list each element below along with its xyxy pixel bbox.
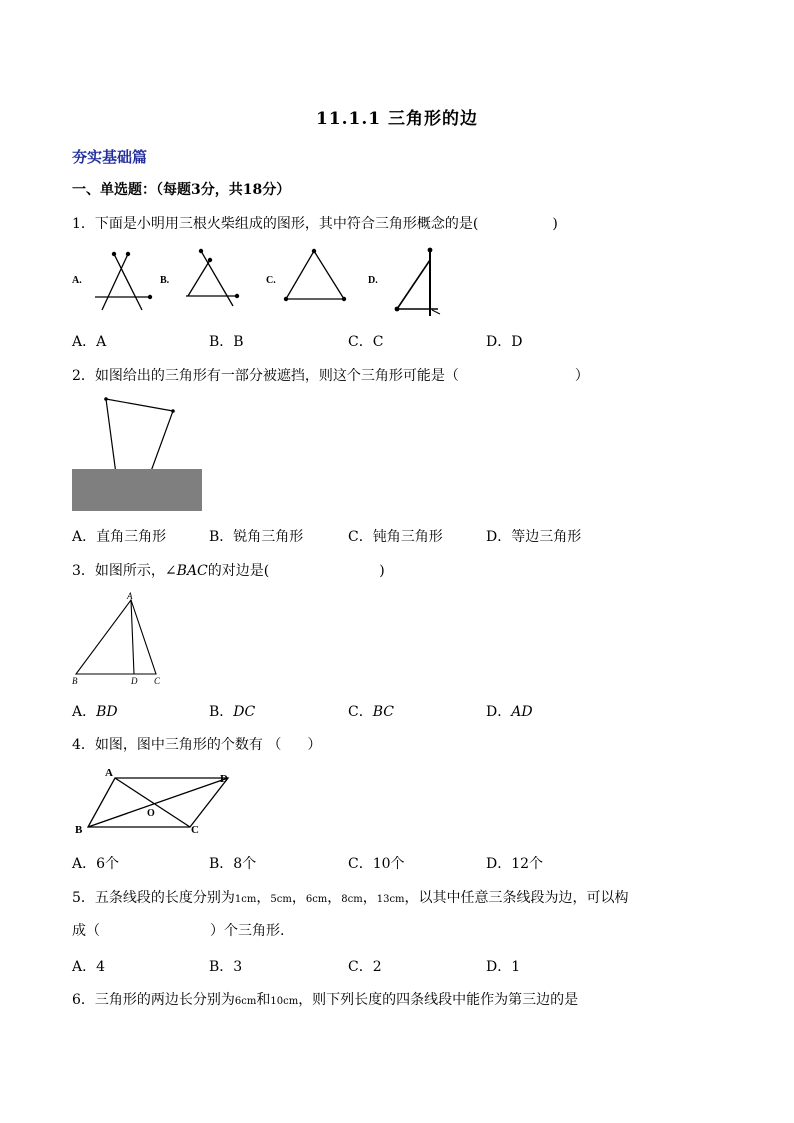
- side-a: 6cm: [234, 996, 257, 1007]
- length-1: 1cm: [234, 894, 257, 905]
- question-1: [72, 213, 558, 233]
- side-b: 10cm: [270, 996, 299, 1007]
- option-a[interactable]: A．直角三角形: [72, 529, 167, 545]
- option-d[interactable]: D．12个: [486, 856, 544, 872]
- option-d[interactable]: D．1: [486, 959, 521, 975]
- question-3-close: ): [379, 563, 385, 579]
- option-b[interactable]: B．B: [209, 334, 244, 350]
- point-label-d: D: [220, 773, 228, 785]
- length-4: 8cm: [341, 894, 363, 905]
- option-b[interactable]: B．DC: [209, 704, 256, 720]
- partial-triangle: [106, 399, 173, 474]
- question-1-close: ): [552, 216, 558, 232]
- question-1-figures: [70, 240, 450, 320]
- point-label-a: A: [105, 767, 113, 779]
- option-a[interactable]: A．4: [72, 959, 106, 975]
- length-2: 5cm: [270, 894, 292, 905]
- option-c[interactable]: C．2: [348, 959, 382, 975]
- option-d[interactable]: D．等边三角形: [486, 529, 582, 545]
- question-1-options: [72, 331, 672, 351]
- question-3: [72, 560, 385, 580]
- option-b[interactable]: B．3: [209, 959, 243, 975]
- question-5-options: [72, 956, 672, 976]
- section-heading: 夯实基础篇: [72, 148, 148, 166]
- fig-label-d: D.: [368, 275, 378, 286]
- option-c[interactable]: C．钝角三角形: [348, 529, 443, 545]
- page-title: 11.1.1 三角形的边: [315, 109, 479, 129]
- occluding-rectangle: [72, 469, 202, 511]
- fig-label-b: B.: [160, 275, 170, 286]
- option-a[interactable]: A．6个: [72, 856, 120, 872]
- point-label-a: A: [127, 591, 133, 601]
- option-c[interactable]: C．C: [348, 334, 384, 350]
- question-6: 6．三角形的两边长分别为6cm和10cm，则下列长度的四条线段中能作为第三边的是: [72, 992, 579, 1008]
- question-4-figure: [72, 764, 242, 839]
- option-a[interactable]: A．BD: [72, 704, 118, 720]
- point-label-o: O: [147, 808, 155, 819]
- question-4: [72, 734, 321, 754]
- question-1-text: 1．下面是小明用三根火柴组成的图形，其中符合三角形概念的是(: [72, 216, 479, 232]
- question-5-line-2: 成（ ）个三角形.: [72, 923, 285, 939]
- question-2-close: ）: [574, 368, 589, 384]
- point-label-c: C: [154, 676, 161, 686]
- part-heading: 一、单选题：（每题3分，共18分）: [72, 182, 291, 198]
- question-3-pre: 3．如图所示，: [72, 563, 165, 579]
- angle-bac: ∠BAC: [164, 563, 208, 579]
- length-5: 13cm: [376, 894, 405, 905]
- option-d[interactable]: D．D: [486, 334, 523, 350]
- diagonal-bd: [88, 778, 228, 827]
- question-2-text: 2．如图给出的三角形有一部分被遮挡，则这个三角形可能是（: [72, 368, 459, 384]
- point-label-d: D: [131, 676, 138, 686]
- triangle-abc: [76, 600, 156, 674]
- question-3-post: 的对边是(: [207, 563, 270, 579]
- fig-label-c: C.: [266, 275, 276, 286]
- question-5-line-1: 5．五条线段的长度分别为1cm，5cm，6cm，8cm，13cm，以其中任意三条线段为边，可以构: [72, 890, 629, 906]
- option-b[interactable]: B．锐角三角形: [209, 529, 304, 545]
- option-c[interactable]: C．BC: [348, 704, 394, 720]
- figure-d-matches: [395, 248, 440, 316]
- point-label-b: B: [72, 676, 78, 686]
- question-2-figure: [70, 394, 210, 514]
- fig-label-a: A.: [72, 275, 82, 286]
- question-3-options: [72, 701, 672, 721]
- point-label-c: C: [191, 824, 199, 836]
- question-3-figure: [68, 590, 178, 690]
- figure-c-matches: [284, 249, 346, 301]
- figure-a-matches: [95, 252, 152, 310]
- question-2-options: [72, 526, 672, 546]
- option-b[interactable]: B．8个: [209, 856, 257, 872]
- diagonal-ac: [115, 778, 190, 827]
- length-3: 6cm: [305, 894, 328, 905]
- option-a[interactable]: A．A: [72, 334, 107, 350]
- option-c[interactable]: C．10个: [348, 856, 405, 872]
- question-4-close: ）: [307, 737, 322, 753]
- question-4-text: 4．如图，图中三角形的个数有 （: [72, 737, 282, 753]
- question-4-options: [72, 853, 672, 873]
- option-d[interactable]: D．AD: [486, 704, 533, 720]
- point-label-b: B: [75, 824, 83, 836]
- segment-ad: [131, 600, 134, 674]
- question-2: [72, 365, 589, 385]
- figure-b-matches: [186, 249, 239, 306]
